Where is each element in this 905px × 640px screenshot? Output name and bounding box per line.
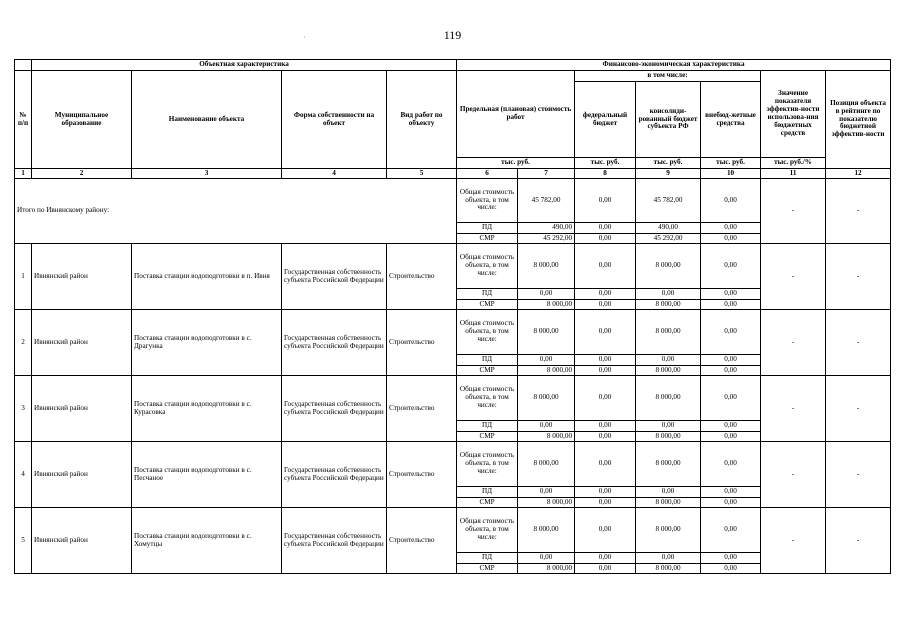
cell-v9: 8 000,00 xyxy=(636,432,701,442)
cell-v8: 0,00 xyxy=(575,442,636,487)
cell-v7: 0,00 xyxy=(518,553,575,564)
cost-label: Общая стоимость объекта, в том числе: xyxy=(457,244,518,289)
pd-label: ПД xyxy=(457,421,518,432)
cell-v7: 45 782,00 xyxy=(518,179,575,223)
cell-v8: 0,00 xyxy=(575,553,636,564)
cell-v7: 8 000,00 xyxy=(518,498,575,508)
cell-v10: 0,00 xyxy=(701,553,761,564)
cell-v9: 0,00 xyxy=(636,355,701,366)
cell-v8: 0,00 xyxy=(575,376,636,421)
object-number: 4 xyxy=(15,442,32,508)
object-number: 1 xyxy=(15,244,32,310)
unit-consolidated: тыс. руб. xyxy=(636,158,701,169)
object-row xyxy=(15,508,891,553)
header-municipality: Муниципальное образование xyxy=(32,71,132,169)
cell-v9: 8 000,00 xyxy=(636,376,701,421)
cell-v7: 8 000,00 xyxy=(518,244,575,289)
total-row xyxy=(15,179,891,223)
cell-v9: 45 782,00 xyxy=(636,179,701,223)
object-municipality: Ивнянский район xyxy=(32,376,132,442)
cell-v7: 8 000,00 xyxy=(518,564,575,574)
cell-v9: 8 000,00 xyxy=(636,442,701,487)
object-row xyxy=(15,244,891,289)
header-offbudget: внебюд-жетные средства xyxy=(701,82,761,158)
pd-label: ПД xyxy=(457,223,518,234)
cell-v12: - xyxy=(826,508,891,574)
cell-v10: 0,00 xyxy=(701,179,761,223)
budget-table xyxy=(14,59,891,574)
cell-v9: 0,00 xyxy=(636,553,701,564)
cell-v7: 0,00 xyxy=(518,289,575,300)
smr-label: СМР xyxy=(457,564,518,574)
object-name: Поставка станции водоподготовки в п. Ивня xyxy=(132,244,282,310)
cell-v12: - xyxy=(826,179,891,244)
col-number: 3 xyxy=(132,169,282,179)
cell-v8: 0,00 xyxy=(575,498,636,508)
pd-label: ПД xyxy=(457,553,518,564)
cell-v10: 0,00 xyxy=(701,355,761,366)
cell-v9: 8 000,00 xyxy=(636,310,701,355)
cell-v12: - xyxy=(826,310,891,376)
object-name: Поставка станции водоподготовки в с. Драгунка xyxy=(132,310,282,376)
object-ownership: Государственная собственность субъекта Российской Федерации xyxy=(282,244,387,310)
cell-v12: - xyxy=(826,244,891,310)
smr-label: СМР xyxy=(457,366,518,376)
header-object-group: Объектная характеристика xyxy=(32,60,457,71)
cell-v10: 0,00 xyxy=(701,376,761,421)
cell-v8: 0,00 xyxy=(575,289,636,300)
cell-v8: 0,00 xyxy=(575,355,636,366)
object-municipality: Ивнянский район xyxy=(32,442,132,508)
cell-v7: 8 000,00 xyxy=(518,442,575,487)
col-number: 4 xyxy=(282,169,387,179)
cell-v10: 0,00 xyxy=(701,421,761,432)
col-number: 12 xyxy=(826,169,891,179)
cell-v9: 0,00 xyxy=(636,487,701,498)
col-number: 2 xyxy=(32,169,132,179)
cell-v11: - xyxy=(761,442,826,508)
cell-v7: 8 000,00 xyxy=(518,310,575,355)
cell-v7: 0,00 xyxy=(518,421,575,432)
cell-v10: 0,00 xyxy=(701,223,761,234)
cell-v11: - xyxy=(761,310,826,376)
cell-v10: 0,00 xyxy=(701,310,761,355)
cell-v8: 0,00 xyxy=(575,432,636,442)
cost-label: Общая стоимость объекта, в том числе: xyxy=(457,179,518,223)
header-num: № п/п xyxy=(15,71,32,169)
cell-v7: 8 000,00 xyxy=(518,300,575,310)
smr-label: СМР xyxy=(457,300,518,310)
cell-v11: - xyxy=(761,376,826,442)
object-row xyxy=(15,376,891,421)
object-name: Поставка станции водоподготовки в с. Хомутцы xyxy=(132,508,282,574)
object-municipality: Ивнянский район xyxy=(32,310,132,376)
cell-v10: 0,00 xyxy=(701,366,761,376)
cell-v8: 0,00 xyxy=(575,179,636,223)
col-number: 10 xyxy=(701,169,761,179)
header-ownership: Форма собственности на объект xyxy=(282,71,387,169)
scan-dot: · xyxy=(303,33,306,42)
object-row xyxy=(15,310,891,355)
total-label: Итого по Ивнянскому району: xyxy=(15,179,457,244)
cell-v10: 0,00 xyxy=(701,244,761,289)
col-number: 9 xyxy=(636,169,701,179)
header-work-type: Вид работ по объекту xyxy=(387,71,457,169)
cell-v11: - xyxy=(761,508,826,574)
cell-v8: 0,00 xyxy=(575,508,636,553)
col-number: 5 xyxy=(387,169,457,179)
cell-v8: 0,00 xyxy=(575,223,636,234)
cell-v7: 8 000,00 xyxy=(518,366,575,376)
cell-v12: - xyxy=(826,442,891,508)
col-number: 6 xyxy=(457,169,518,179)
cost-label: Общая стоимость объекта, в том числе: xyxy=(457,508,518,553)
object-municipality: Ивнянский район xyxy=(32,244,132,310)
pd-label: ПД xyxy=(457,289,518,300)
cell-v7: 8 000,00 xyxy=(518,508,575,553)
unit-federal: тыс. руб. xyxy=(575,158,636,169)
cell-v9: 8 000,00 xyxy=(636,564,701,574)
header-consolidated: консолиди-рованный бюджет субъекта РФ xyxy=(636,82,701,158)
object-row xyxy=(15,442,891,487)
object-name: Поставка станции водоподготовки в с. Песчаное xyxy=(132,442,282,508)
object-number: 5 xyxy=(15,508,32,574)
object-ownership: Государственная собственность субъекта Российской Федерации xyxy=(282,508,387,574)
smr-label: СМР xyxy=(457,498,518,508)
col-number: 11 xyxy=(761,169,826,179)
page-number: 119 xyxy=(443,28,462,42)
col-number: 8 xyxy=(575,169,636,179)
pd-label: ПД xyxy=(457,355,518,366)
cell-v7: 0,00 xyxy=(518,487,575,498)
header-including: в том числе: xyxy=(575,71,761,82)
object-work-type: Строительство xyxy=(387,442,457,508)
cell-v7: 0,00 xyxy=(518,355,575,366)
cell-v8: 0,00 xyxy=(575,421,636,432)
unit-total: тыс. руб. xyxy=(457,158,575,169)
cell-v11: - xyxy=(761,179,826,244)
cell-v9: 0,00 xyxy=(636,289,701,300)
cell-v9: 0,00 xyxy=(636,421,701,432)
cell-v7: 8 000,00 xyxy=(518,376,575,421)
object-work-type: Строительство xyxy=(387,244,457,310)
cell-v11: - xyxy=(761,244,826,310)
cell-v9: 8 000,00 xyxy=(636,300,701,310)
cell-v7: 8 000,00 xyxy=(518,432,575,442)
cell-v10: 0,00 xyxy=(701,564,761,574)
pd-label: ПД xyxy=(457,487,518,498)
smr-label: СМР xyxy=(457,432,518,442)
cell-v9: 8 000,00 xyxy=(636,498,701,508)
smr-label: СМР xyxy=(457,234,518,244)
cell-v10: 0,00 xyxy=(701,432,761,442)
cell-v8: 0,00 xyxy=(575,310,636,355)
header-federal: федеральный бюджет xyxy=(575,82,636,158)
cell-v10: 0,00 xyxy=(701,234,761,244)
cell-v8: 0,00 xyxy=(575,487,636,498)
cell-v8: 0,00 xyxy=(575,244,636,289)
object-number: 2 xyxy=(15,310,32,376)
cell-v7: 490,00 xyxy=(518,223,575,234)
col-number: 7 xyxy=(518,169,575,179)
cell-v12: - xyxy=(826,376,891,442)
header-total-cost: Предельная (плановая) стоимость работ xyxy=(457,71,575,158)
unit-indicator: тыс. руб./% xyxy=(761,158,826,169)
cell-v7: 45 292,00 xyxy=(518,234,575,244)
cost-label: Общая стоимость объекта, в том числе: xyxy=(457,442,518,487)
object-ownership: Государственная собственность субъекта Российской Федерации xyxy=(282,310,387,376)
object-ownership: Государственная собственность субъекта Российской Федерации xyxy=(282,442,387,508)
cell-v9: 8 000,00 xyxy=(636,244,701,289)
cell-v10: 0,00 xyxy=(701,300,761,310)
object-work-type: Строительство xyxy=(387,310,457,376)
cell-v9: 8 000,00 xyxy=(636,508,701,553)
object-work-type: Строительство xyxy=(387,508,457,574)
cost-label: Общая стоимость объекта, в том числе: xyxy=(457,310,518,355)
cell-v10: 0,00 xyxy=(701,498,761,508)
header-indicator: Значение показателя эффектив-ности использова-ния бюджетных средств xyxy=(761,71,826,158)
cell-v10: 0,00 xyxy=(701,487,761,498)
cell-v8: 0,00 xyxy=(575,564,636,574)
cell-v8: 0,00 xyxy=(575,366,636,376)
object-ownership: Государственная собственность субъекта Российской Федерации xyxy=(282,376,387,442)
cell-v8: 0,00 xyxy=(575,234,636,244)
object-work-type: Строительство xyxy=(387,376,457,442)
cell-v9: 8 000,00 xyxy=(636,366,701,376)
corner-cell xyxy=(15,60,32,71)
cell-v10: 0,00 xyxy=(701,508,761,553)
object-municipality: Ивнянский район xyxy=(32,508,132,574)
header-rating: Позиция объекта в рейтинге по показателю бюджетной эффектив-ности xyxy=(826,71,891,169)
col-number: 1 xyxy=(15,169,32,179)
object-name: Поставка станции водоподготовки в с. Курасовка xyxy=(132,376,282,442)
cell-v9: 45 292,00 xyxy=(636,234,701,244)
unit-offbudget: тыс. руб. xyxy=(701,158,761,169)
cell-v8: 0,00 xyxy=(575,300,636,310)
header-object-name: Наименование объекта xyxy=(132,71,282,169)
header-finance-group: Финансово-экономическая характеристика xyxy=(457,60,891,71)
cell-v9: 490,00 xyxy=(636,223,701,234)
cost-label: Общая стоимость объекта, в том числе: xyxy=(457,376,518,421)
object-number: 3 xyxy=(15,376,32,442)
cell-v10: 0,00 xyxy=(701,289,761,300)
cell-v10: 0,00 xyxy=(701,442,761,487)
